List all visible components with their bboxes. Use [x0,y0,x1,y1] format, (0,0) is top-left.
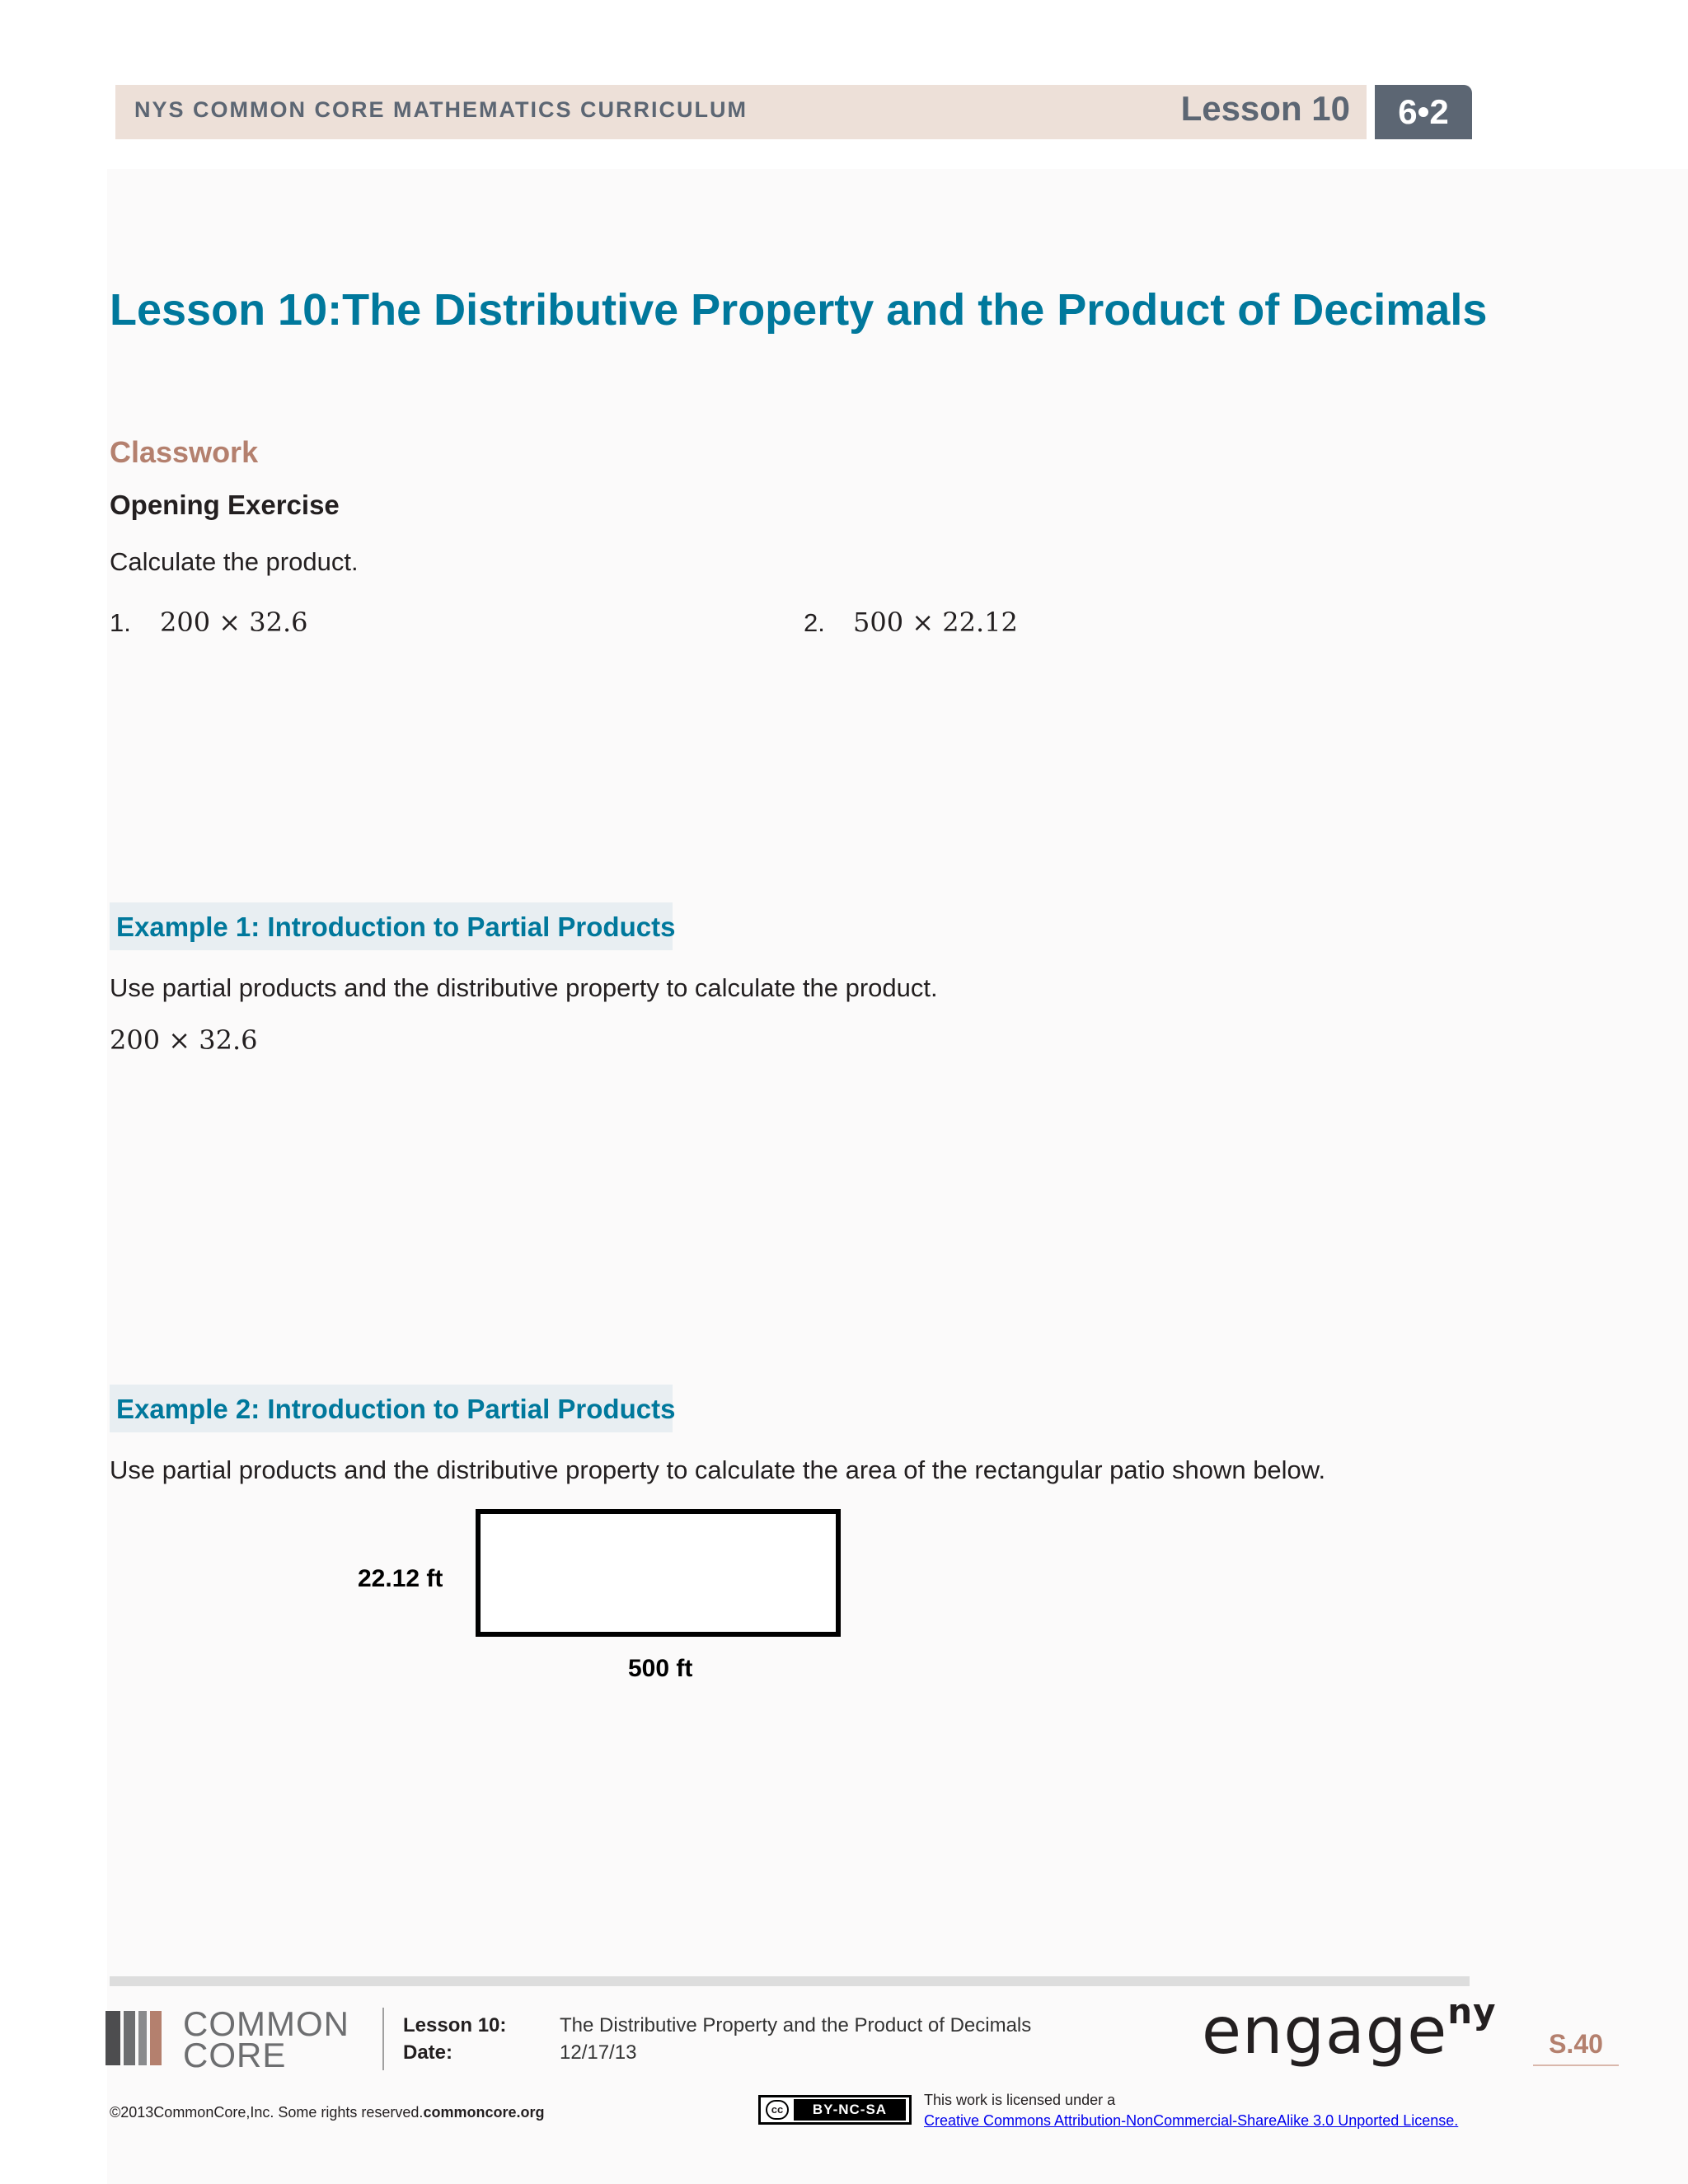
example-1-expression: 200 × 32.6 [110,1024,258,1056]
patio-width-label: 500 ft [628,1655,693,1682]
engage-text: engage [1202,1994,1448,2069]
patio-height-label: 22.12 ft [358,1565,443,1592]
problem-2-expression: 500 × 22.12 [853,607,1018,638]
opening-instruction: Calculate the product. [110,547,359,576]
footer-lesson-label: Lesson 10: [403,2014,507,2036]
logo-line-2: CORE [183,2036,287,2074]
footer-date: 12/17/13 [560,2041,637,2064]
copyright-text: ©2013CommonCore,Inc. Some rights reserved. [110,2104,424,2121]
grade-module-badge: 6•2 [1375,85,1472,139]
example-1-heading: Example 1: Introduction to Partial Products [116,912,676,942]
license-intro: This work is licensed under a [924,2092,1116,2108]
patio-rectangle [476,1509,841,1637]
footer-lesson-title: The Distributive Property and the Product of Decimals [560,2014,1032,2036]
cc-license-badge[interactable] [758,2095,912,2125]
problem-2-number: 2. [804,608,825,637]
footer-divider [382,2008,384,2070]
copyright-notice [110,2104,544,2121]
example-1-instruction: Use partial products and the distributive property to calculate the product. [110,973,938,1002]
logo-line-1: COMMON [183,2004,349,2043]
page-number-rule [1533,2064,1619,2066]
classwork-heading: Classwork [110,435,259,469]
problem-1-expression: 200 × 32.6 [160,607,308,638]
footer-date-label: Date: [403,2041,453,2064]
page-background [107,169,1688,2184]
engageny-logo [1202,1991,1497,2069]
example-2-heading: Example 2: Introduction to Partial Products [116,1394,676,1424]
cc-icon: cc [766,2100,789,2120]
example-2-instruction: Use partial products and the distributive property to calculate the area of the rectangular patio shown below. [110,1455,1326,1484]
lesson-label: Lesson 10 [1180,89,1350,128]
problem-1-number: 1. [110,608,131,637]
cc-badge-text: BY-NC-SA [794,2099,906,2121]
curriculum-label: NYS COMMON CORE MATHEMATICS CURRICULUM [134,97,748,122]
page-title: Lesson 10:The Distributive Property and the Product of Decimals [110,285,1488,335]
page-number: S.40 [1549,2029,1603,2059]
footer-rule [110,1976,1470,1986]
opening-exercise-heading: Opening Exercise [110,490,340,520]
ny-text: ny [1447,1991,1497,2032]
copyright-site: commoncore.org [423,2104,545,2121]
license-link[interactable]: Creative Commons Attribution-NonCommercial-ShareAlike 3.0 Unported License. [924,2112,1459,2129]
